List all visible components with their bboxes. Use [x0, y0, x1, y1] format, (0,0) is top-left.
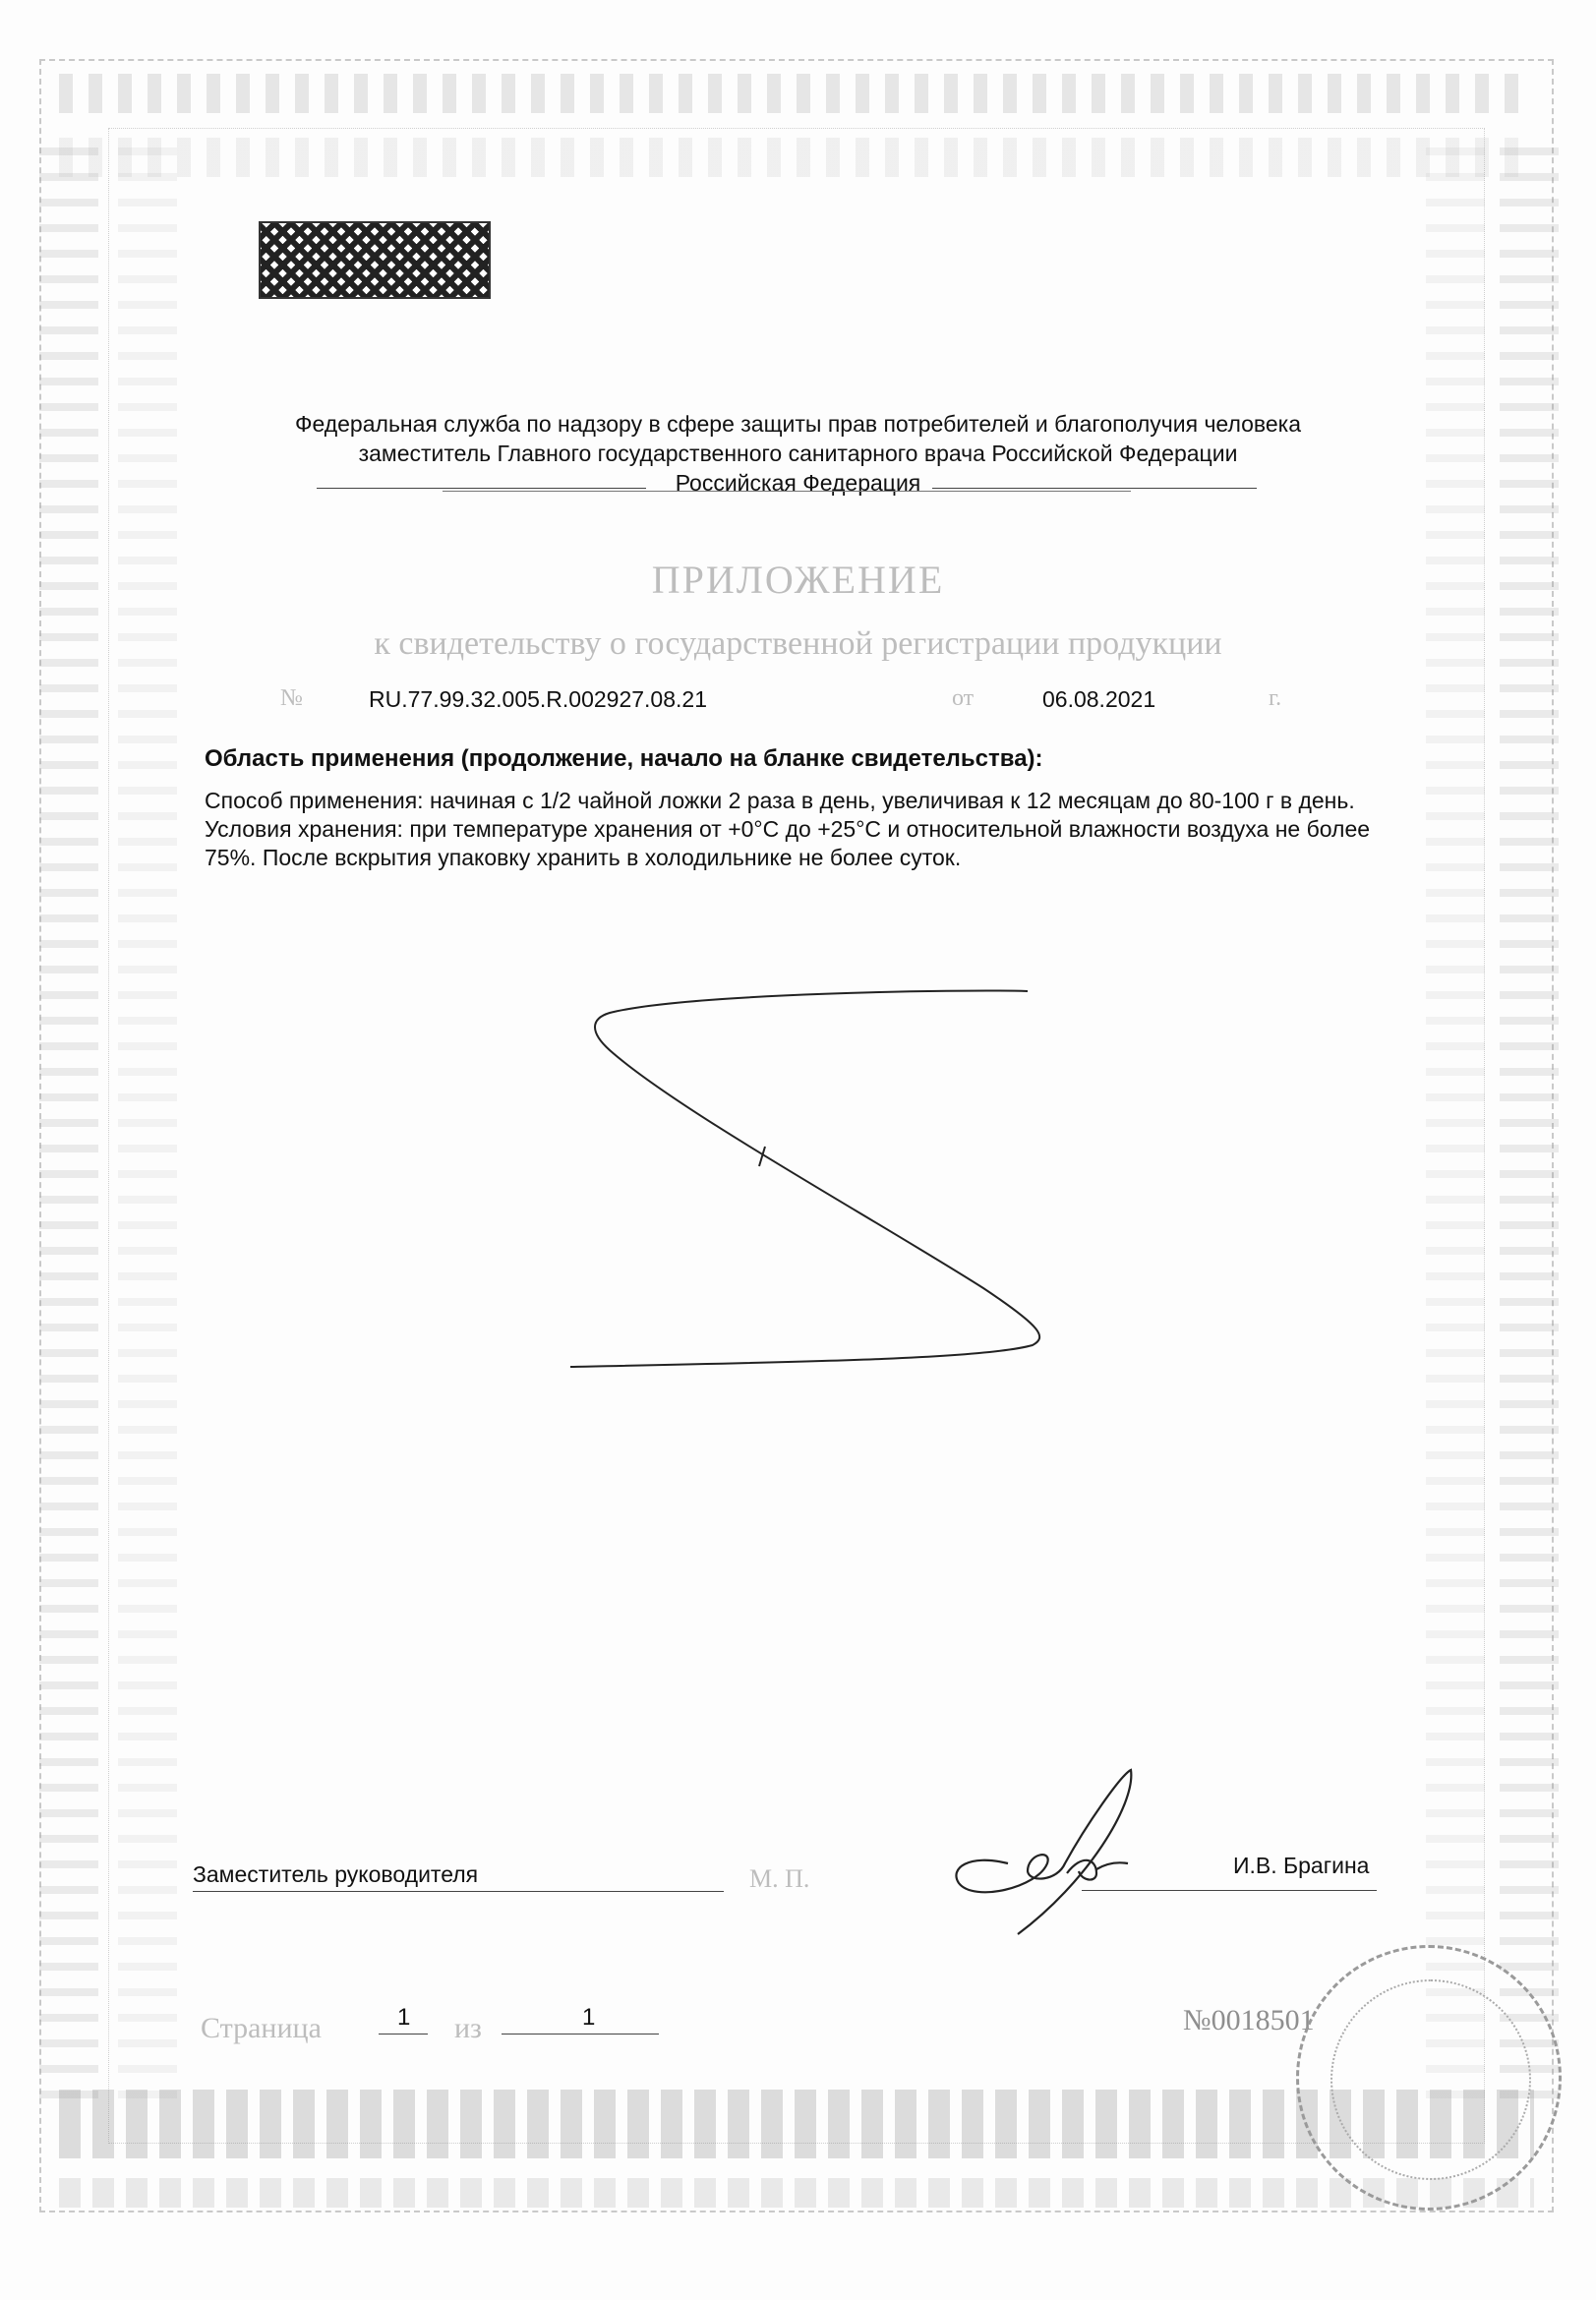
- handwritten-signature: [949, 1765, 1136, 1942]
- document-title: ПРИЛОЖЕНИЕ: [651, 558, 945, 602]
- country-underline-left: [317, 488, 646, 489]
- section-heading: Область применения (продолжение, начало на бланке свидетельства):: [205, 745, 1043, 772]
- page-current-underline: [379, 2034, 428, 2035]
- page-of: из: [454, 2012, 482, 2044]
- top-ornament-band: [59, 74, 1534, 113]
- signature-underline: [1082, 1890, 1377, 1891]
- document-subtitle: к свидетельству о государственной регистрации продукции: [374, 625, 1222, 662]
- registration-date: 06.08.2021: [1042, 686, 1156, 712]
- official-seal: [1296, 1945, 1562, 2211]
- page-total-underline: [502, 2034, 659, 2035]
- number-prefix: №: [280, 685, 303, 711]
- top-ornament-band-inner: [59, 138, 1534, 177]
- mp-label: М. П.: [749, 1864, 810, 1893]
- page-label: Страница: [201, 2012, 322, 2044]
- barcode-image: [259, 221, 491, 299]
- bottom-ornament-band-outer: [59, 2178, 1534, 2208]
- position-underline: [193, 1891, 724, 1892]
- section-text: Способ применения: начиная с 1/2 чайной ложки 2 раза в день, увеличивая к 12 месяцам до 80-100 г в день. Условия хранения: при температуре хранения от +0°С до +25°С и относительной влажности воздуха не более 75%. После вскрытия упаковку хранить в холодильнике не более суток.: [205, 788, 1371, 870]
- page-total: 1: [582, 2004, 596, 2031]
- date-prefix: от: [952, 685, 975, 711]
- signatory-name: И.В. Брагина: [1233, 1853, 1370, 1878]
- country-name: Российская Федерация: [675, 470, 921, 496]
- position-caption: [205, 1908, 208, 1927]
- serial-number: №0018501: [1183, 2004, 1315, 2036]
- registration-number: RU.77.99.32.005.R.002927.08.21: [369, 686, 707, 712]
- date-suffix: г.: [1269, 685, 1282, 711]
- signatory-position: Заместитель руководителя: [193, 1861, 479, 1887]
- form-caption-line: [443, 491, 1131, 494]
- agency-name: Федеральная служба по надзору в сфере защиты прав потребителей и благополучия человека: [294, 411, 1302, 437]
- country-underline-right: [932, 488, 1257, 489]
- official-title: заместитель Главного государственного санитарного врача Российской Федерации: [358, 441, 1238, 466]
- z-strike-mark: [551, 973, 1062, 1386]
- page-current: 1: [397, 2004, 411, 2031]
